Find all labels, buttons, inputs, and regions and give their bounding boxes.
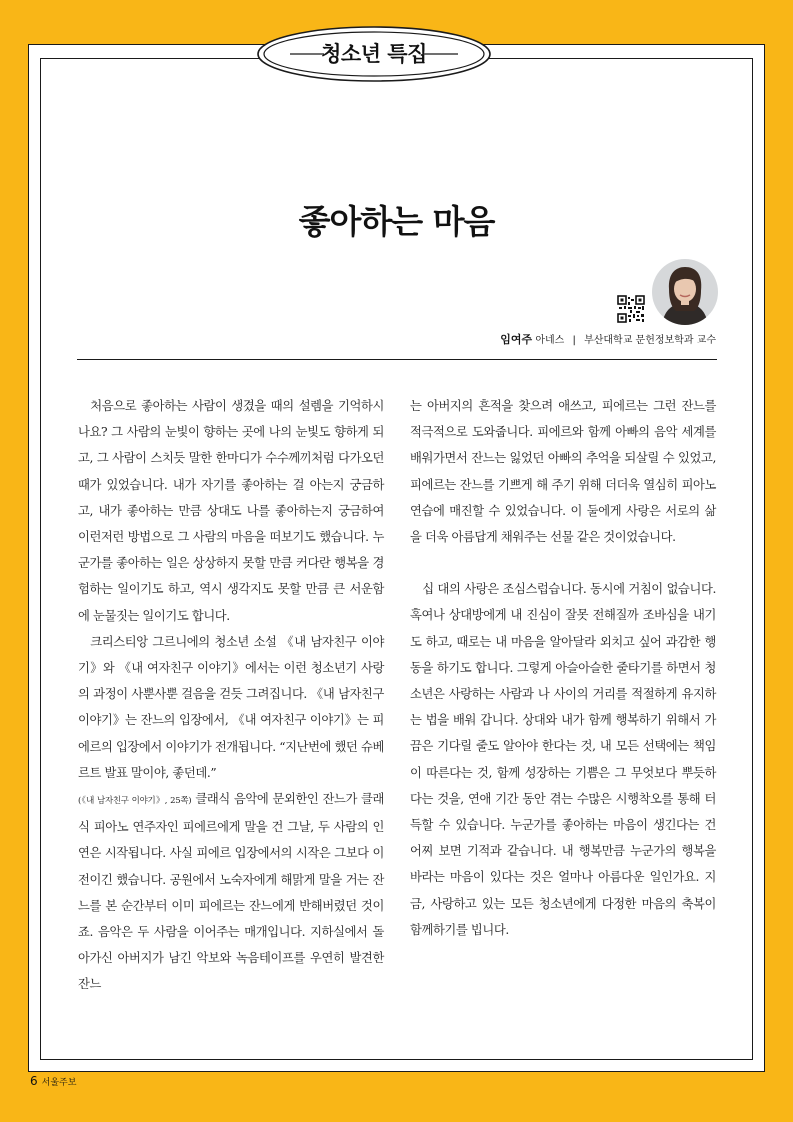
author-nickname: 아네스 bbox=[535, 335, 565, 346]
byline-separator: | bbox=[572, 335, 576, 346]
header-divider bbox=[77, 359, 717, 360]
citation: (《내 남자친구 이야기》, 25쪽) bbox=[78, 796, 192, 807]
page-number: 6 bbox=[30, 1074, 38, 1088]
paragraph: 처음으로 좋아하는 사람이 생겼을 때의 설렘을 기억하시나요? 그 사람의 눈빛이 향하는 곳에 나의 눈빛도 향하게 되고, 그 사람이 스치듯 말한 한마디가 수수께끼처럼 다가오던 때가 있었습니다. 내가 자기를 좋아하는 걸 아는지 궁금하고, 내가 좋아하는 만큼 상대도 나를 좋아하는지 궁금하여 이런저런 방법으로 그 사람의 마음을 떠보기도 했습니다. 누군가를 좋아하는 일은 상상하지 못할 만큼 커다란 행복을 경험하는 일이기도 하고, 역시 생각지도 못할 만큼 큰 서운함에 눈물짓는 일이기도 합니다. bbox=[78, 399, 384, 623]
author-photo bbox=[652, 259, 718, 325]
paragraph-text: 클래식 음악에 문외한인 잔느가 클래식 피아노 연주자인 피에르에게 말을 건 그날, 두 사람의 인연은 시작됩니다. 사실 피에르 입장에서의 시작은 그보다 이전이긴 했습니다. 공원에서 노숙자에게 해맑게 말을 거는 잔느를 본 순간부터 이미 피에르는 잔느에게 반해버렸던 것이죠. 음악은 두 사람을 이어주는 매개입니다. 지하실에서 돌아가신 아버지가 남긴 악보와 녹음테이프를 우연히 발견한 잔느 bbox=[78, 792, 384, 992]
section-banner bbox=[256, 24, 492, 84]
page-footer bbox=[30, 1074, 76, 1088]
author-affiliation: 부산대학교 문헌정보학과 교수 bbox=[584, 335, 716, 346]
article-title: 좋아하는 마음 bbox=[298, 202, 495, 241]
author-name: 임여주 bbox=[500, 333, 533, 346]
paragraph: 십 대의 사랑은 조심스럽습니다. 동시에 거침이 없습니다. 혹여나 상대방에게 내 진심이 잘못 전해질까 조바심을 내기도 하고, 때로는 내 마음을 알아달라 외치고 싶어 과감한 행동을 하기도 합니다. 그렇게 아슬아슬한 줄타기를 하면서 청소년은 사랑하는 사람과 나 사이의 거리를 적절하게 유지하는 법을 배워 갑니다. 상대와 내가 함께 행복하기 위해서 가끔은 기다릴 줄도 알아야 한다는 것, 내 모든 선택에는 책임이 따른다는 것, 함께 성장하는 기쁨은 그 무엇보다 뿌듯하다는 것을, 연애 기간 동안 겪는 수많은 시행착오를 통해 터득할 수 있습니다. 누군가를 좋아하는 마음이 생긴다는 건 어찌 보면 기적과 같습니다. 내 행복만큼 누군가의 행복을 바라는 마음이 있다는 것은 얼마나 아름다운 일인가요. 지금, 사랑하고 있는 모든 청소년에게 다정한 마음의 축복이 함께하기를 빕니다. bbox=[410, 582, 716, 937]
paragraph-text: 크리스티앙 그르니에의 청소년 소설 《내 남자친구 이야기》와 《내 여자친구 이야기》에서는 이런 청소년기 사랑의 과정이 사뿐사뿐 걸음을 걷듯 그려집니다. 《내 남자친구 이야기》는 잔느의 입장에서, 《내 여자친구 이야기》는 피에르의 입장에서 이야기가 전개됩니다. “지난번에 했던 슈베르트 발표 말이야, 좋던데.” bbox=[78, 634, 384, 780]
author-byline bbox=[500, 331, 716, 347]
article-column-right bbox=[410, 393, 716, 943]
paragraph bbox=[78, 629, 384, 998]
publication-name: 서울주보 bbox=[41, 1078, 77, 1088]
qr-code-icon bbox=[617, 295, 645, 323]
paragraph: 는 아버지의 흔적을 찾으려 애쓰고, 피에르는 그런 잔느를 적극적으로 도와줍니다. 피에르와 함께 아빠의 음악 세계를 배워가면서 잔느는 잃었던 아빠의 추억을 되살릴 수 있었고, 피에르는 잔느를 기쁘게 해 주기 위해 더더욱 열심히 피아노 연습에 매진할 수 있었습니다. 이 둘에게 사랑은 서로의 삶을 더욱 아름답게 채워주는 선물 같은 것이었습니다. bbox=[410, 399, 716, 545]
section-label: 청소년 특집 bbox=[321, 42, 427, 66]
article-column-left bbox=[78, 393, 384, 998]
